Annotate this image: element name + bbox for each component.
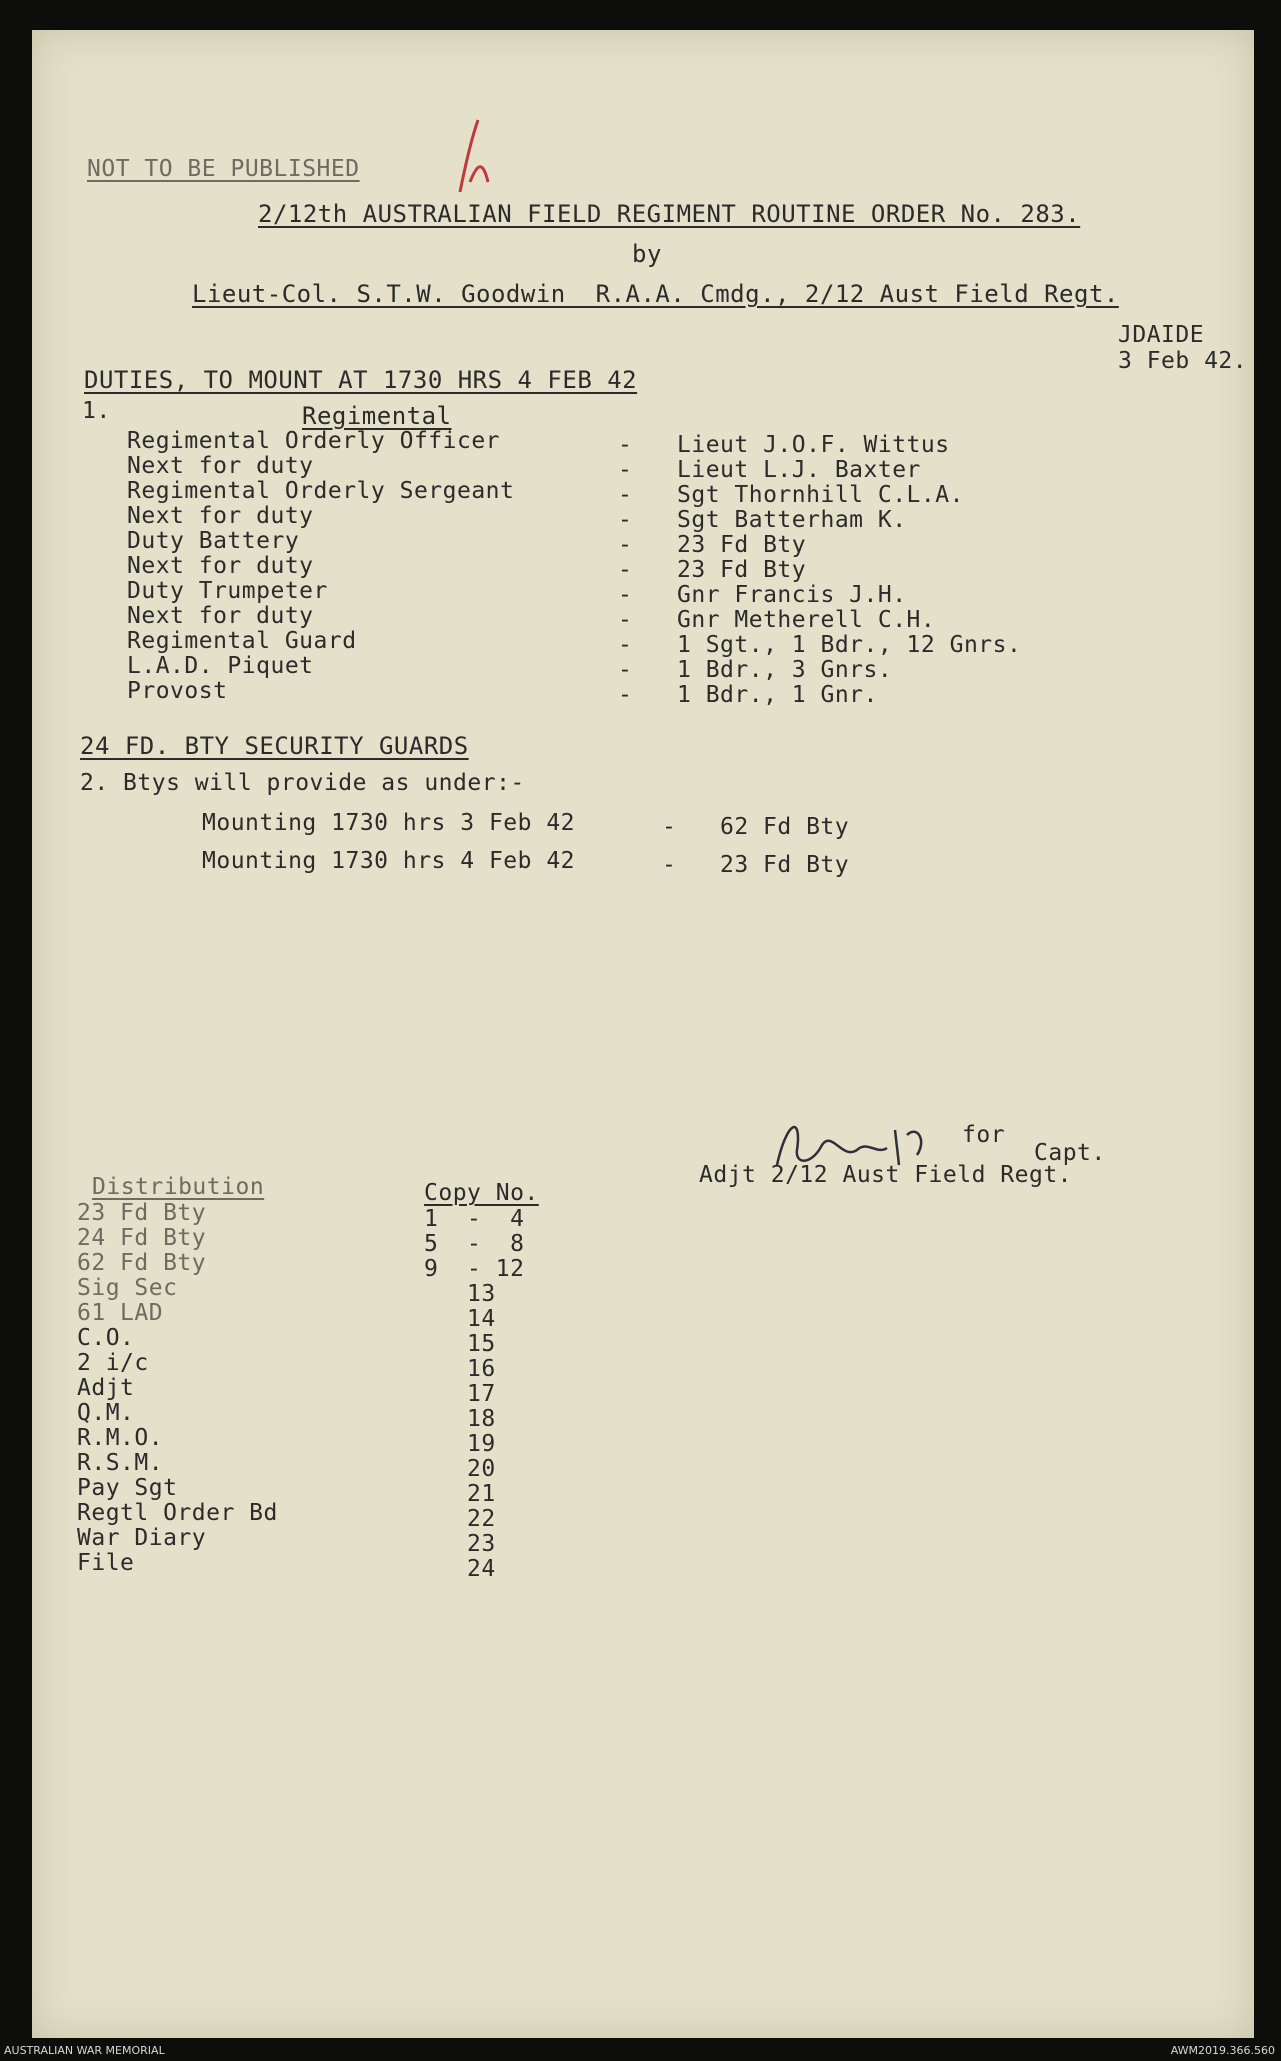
duty-assignee: 1 Bdr., 3 Gnrs. (677, 657, 893, 683)
dash: - (618, 432, 633, 458)
security-when: Mounting 1730 hrs 3 Feb 42 (202, 810, 576, 836)
copy-number: 21 (467, 1481, 496, 1507)
duty-name: Next for duty (127, 503, 314, 529)
security-who: 62 Fd Bty (720, 814, 850, 840)
duty-assignee: 23 Fd Bty (677, 532, 807, 558)
duty-name: Regimental Orderly Sergeant (127, 478, 515, 504)
security-intro: 2. Btys will provide as under:- (80, 770, 525, 796)
duty-assignee: Sgt Batterham K. (677, 507, 907, 533)
document-title: 2/12th AUSTRALIAN FIELD REGIMENT ROUTINE ORDER No. 283. (258, 200, 1081, 228)
duty-assignee: Gnr Metherell C.H. (677, 607, 936, 633)
duty-name: Regimental Orderly Officer (127, 428, 501, 454)
recipient: War Diary (77, 1525, 207, 1551)
duty-assignee: Lieut J.O.F. Wittus (677, 432, 950, 458)
copy-number: 1 - 4 (424, 1206, 525, 1232)
duty-assignee: 1 Bdr., 1 Gnr. (677, 682, 878, 708)
recipient: 2 i/c (77, 1350, 149, 1376)
dash: - (618, 607, 633, 633)
dash: - (618, 557, 633, 583)
dash: - (618, 507, 633, 533)
duty-name: Next for duty (127, 553, 314, 579)
date-label: 3 Feb 42. (1118, 348, 1248, 374)
copy-number: 9 - 12 (424, 1256, 525, 1282)
copy-number: 14 (467, 1306, 496, 1332)
signature-rank: Capt. (1034, 1140, 1106, 1166)
footer-accession: AWM2019.366.560 (1170, 2044, 1275, 2057)
duties-heading: DUTIES, TO MOUNT AT 1730 HRS 4 FEB 42 (84, 366, 638, 394)
copy-number: 23 (467, 1531, 496, 1557)
dash: - (618, 457, 633, 483)
dash: - (618, 632, 633, 658)
dash: - (662, 814, 677, 840)
recipient: Pay Sgt (77, 1475, 178, 1501)
recipient: 23 Fd Bty (77, 1200, 207, 1226)
copy-number: 18 (467, 1406, 496, 1432)
security-who: 23 Fd Bty (720, 852, 850, 878)
duty-assignee: 1 Sgt., 1 Bdr., 12 Gnrs. (677, 632, 1022, 658)
para-number: 1. (82, 398, 111, 424)
copy-number: 13 (467, 1281, 496, 1307)
recipient: Sig Sec (77, 1275, 178, 1301)
duty-name: Next for duty (127, 603, 314, 629)
distribution-heading: Distribution (92, 1174, 265, 1200)
duty-assignee: 23 Fd Bty (677, 557, 807, 583)
duty-name: Next for duty (127, 453, 314, 479)
document-page (32, 30, 1254, 2038)
duty-assignee: Lieut L.J. Baxter (677, 457, 921, 483)
recipient: 62 Fd Bty (77, 1250, 207, 1276)
regimental-subheading: Regimental (302, 402, 452, 430)
copy-number-heading: Copy No. (424, 1180, 539, 1206)
place-label: JDAIDE (1118, 322, 1205, 348)
commander-line: Lieut-Col. S.T.W. Goodwin R.A.A. Cmdg., 2/12 Aust Field Regt. (192, 280, 1119, 308)
not-published-label: NOT TO BE PUBLISHED (87, 156, 360, 182)
copy-number: 24 (467, 1556, 496, 1582)
dash: - (662, 852, 677, 878)
duty-name: L.A.D. Piquet (127, 653, 314, 679)
copy-number: 22 (467, 1506, 496, 1532)
recipient: Adjt (77, 1375, 135, 1401)
copy-number: 19 (467, 1431, 496, 1457)
copy-number: 17 (467, 1381, 496, 1407)
recipient: Q.M. (77, 1400, 135, 1426)
duty-name: Duty Trumpeter (127, 578, 328, 604)
dash: - (618, 482, 633, 508)
copy-number: 15 (467, 1331, 496, 1357)
signature-for: for (962, 1122, 1006, 1148)
dash: - (618, 682, 633, 708)
recipient: R.M.O. (77, 1425, 164, 1451)
red-pencil-mark (452, 112, 492, 202)
security-heading: 24 FD. BTY SECURITY GUARDS (80, 732, 469, 760)
by-label: by (632, 240, 662, 268)
duty-name: Duty Battery (127, 528, 300, 554)
dash: - (618, 657, 633, 683)
dash: - (618, 532, 633, 558)
recipient: File (77, 1550, 135, 1576)
signature-position: Adjt 2/12 Aust Field Regt. (699, 1162, 1073, 1188)
duty-assignee: Sgt Thornhill C.L.A. (677, 482, 964, 508)
recipient: C.O. (77, 1325, 135, 1351)
footer-credit: AUSTRALIAN WAR MEMORIAL (4, 2044, 165, 2057)
duty-assignee: Gnr Francis J.H. (677, 582, 907, 608)
copy-number: 20 (467, 1456, 496, 1482)
security-when: Mounting 1730 hrs 4 Feb 42 (202, 848, 576, 874)
copy-number: 16 (467, 1356, 496, 1382)
duty-name: Regimental Guard (127, 628, 357, 654)
recipient: 24 Fd Bty (77, 1225, 207, 1251)
recipient: R.S.M. (77, 1450, 164, 1476)
dash: - (618, 582, 633, 608)
copy-number: 5 - 8 (424, 1231, 525, 1257)
recipient: 61 LAD (77, 1300, 164, 1326)
duty-name: Provost (127, 678, 228, 704)
recipient: Regtl Order Bd (77, 1500, 278, 1526)
